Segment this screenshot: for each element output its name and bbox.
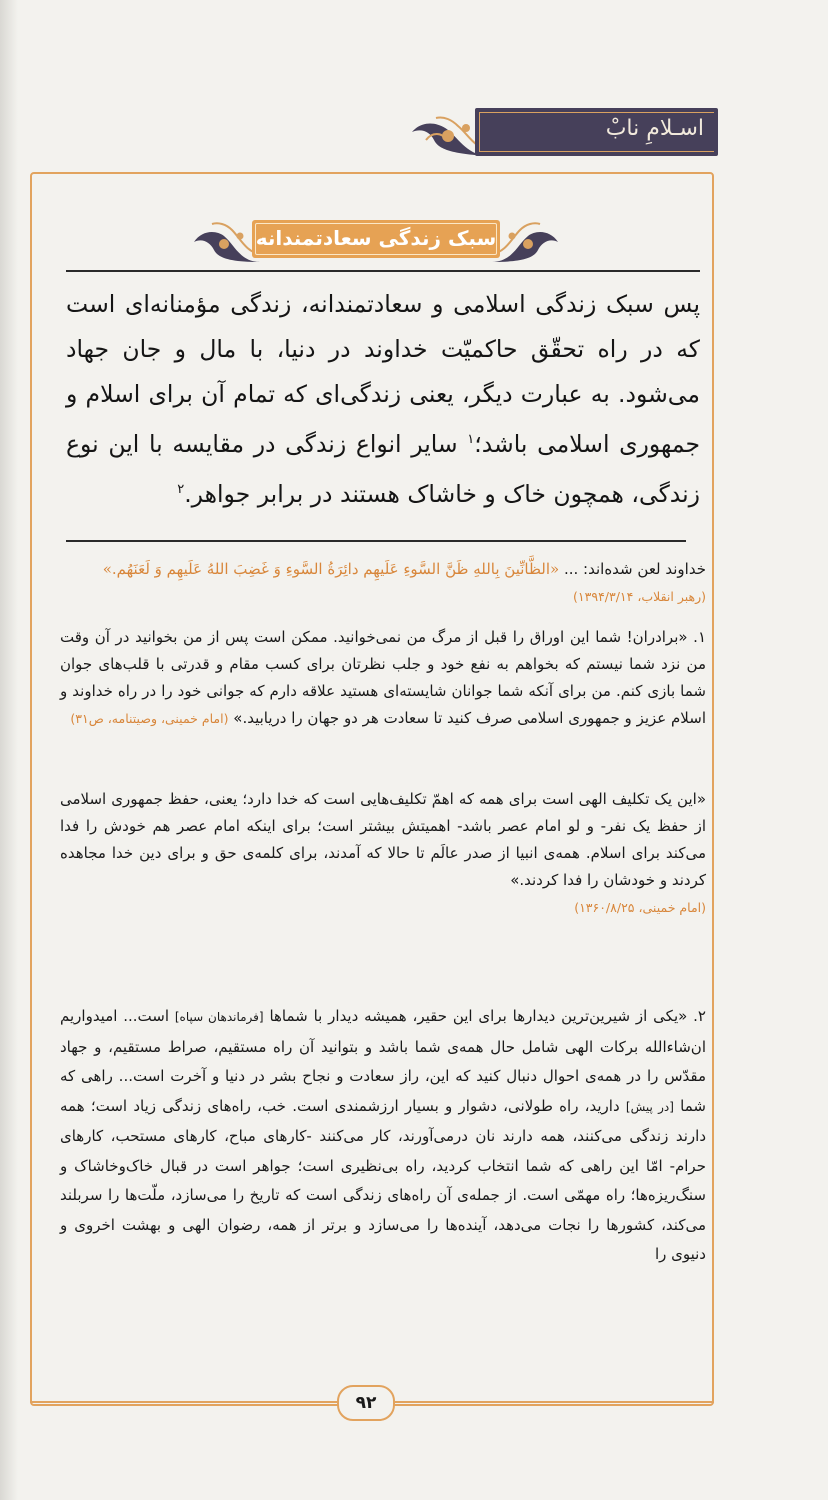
footnote-1-text: ۱. «برادران! شما این اوراق را قبل از مرگ من نمی‌خوانید. ممکن است پس از من بخوانید در آن وقت من نزد شما نیستم که بخواهم به نفع خود و جلب نظرتان برای کسب مقام و قدرتی با قلب‌های جوان شما بازی کنم. من برای آنکه شما جوانان شایسته‌ای هستید علاقه دارم که جوانی خود را در راه خداوند و اسلام عزیز و جمهوری اسلامی صرف کنید تا سعادت هر دو جهان را دریابید.» (60, 628, 706, 727)
footnote-2-bracket1: [فرماندهان سپاه] (174, 1010, 264, 1024)
footnote-1b-text: «این یک تکلیف الهی است برای همه که اهمّ تکلیف‌هایی است که خدا دارد؛ یعنی، حفظ جمهوری اسلامی از حفظ یک نفر- و لو امام عصر باشد- اهمیتش بیشتر است؛ برای اینکه امام عصر هم خودش را فدا می‌کند برای اسلام. همه‌ی انبیا از صدر عالَم تا حالا که آمدند، برای کلمه‌ی حق و برای دین خدا مجاهده کردند و خودشان را فدا کردند.» (60, 790, 706, 889)
footnote-1b-citation: (امام خمینی، ۱۳۶۰/۸/۲۵) (574, 900, 706, 915)
footnote-2-bracket2: [در پیش] (625, 1099, 674, 1114)
quran-verse: «الظَّانِّینَ بِاللهِ ظَنَّ السَّوءِ عَلَیهِم دائِرَةُ السَّوءِ وَ غَضِبَ اللهُ عَلَیهِم وَ لَعَنَهُم.» (102, 560, 560, 578)
footnote-intro-citation: (رهبر انقلاب، ۱۳۹۴/۳/۱۴) (573, 589, 706, 604)
section-banner (252, 220, 500, 258)
main-text-part1: پس سبک زندگی اسلامی و سعادتمندانه، زندگی مؤمنانه‌ای است که در راه تحقّق حاکمیّت خداوند در دنیا، با مال و جان جهاد می‌شود. به عبارت دیگر، یعنی زندگی‌ای که تمام آن برای اسلام و جمهوری اسلامی باشد؛ (66, 290, 700, 458)
section-title: سبک زندگی سعادتمندانه (255, 226, 497, 250)
footnote-2-part1: ۲. «یکی از شیرین‌ترین دیدارها برای این حقیر، همیشه دیدار با شماها (263, 1007, 706, 1025)
footnote-mark-1: ۱ (467, 432, 475, 447)
footnote-2-part2: است... امیدواریم ان‌شاءالله برکات الهی شامل حال همه‌ی شما باشد و بتوانید آن راه مستقیم، صراط مستقیم، و جهاد مقدّس را در همه‌ی احوال دنبال کنید که این، راز سعادت و نجاح بشر در دنیا و آخرت است... راهی که شما (60, 1007, 706, 1115)
banner-ornament-right-icon (492, 214, 562, 264)
main-text-part2: سایر انواع زندگی در مقایسه با این نوع زندگی، همچون خاک و خاشاک هستند در برابر جواهر. (66, 429, 700, 508)
banner-ornament-left-icon (190, 214, 260, 264)
footnote-intro (60, 556, 706, 610)
main-paragraph (66, 282, 700, 517)
footnote-2 (60, 1002, 706, 1270)
book-title: اسـلامِ نابْ (605, 116, 704, 141)
footnote-rule (66, 540, 686, 542)
footnote-1 (60, 624, 706, 732)
footnote-2-part3: دارید، راه طولانی، دشوار و بسیار ارزشمندی است. خب، راه‌های زندگی زیاد است؛ همه دارند زندگی می‌کنند، همه دارند نان درمی‌آورند، کار می‌کنند -کارهای مباح، کارهای مستحب، کارهای حرام- امّا این راهی که شما انتخاب کردید، راه بی‌نظیری است؛ جواهر است در قبال خاک‌وخاشاک و سنگ‌ریزه‌ها؛ راه مهمّی است. از جمله‌ی آن راه‌های زندگی است که تاریخ را می‌سازد، ملّت‌ها را سربلند می‌کند، کشورها را نجات می‌دهد، آینده‌ها را می‌سازد و برتر از همه، رضوان الهی و بهشت اخروی و دنیوی را (60, 1096, 706, 1263)
footnote-1b (60, 786, 706, 921)
section-rule (66, 270, 700, 272)
footnote-1-citation: (امام خمینی، وصیتنامه، ص۳۱) (70, 711, 229, 726)
page-number: ۹۲ (337, 1385, 395, 1421)
footnote-intro-text: خداوند لعن شده‌اند: ... (563, 560, 706, 578)
footnote-mark-2: ۲ (177, 481, 185, 497)
page-binding-shadow (0, 0, 18, 1500)
book-header-tab (475, 108, 718, 156)
